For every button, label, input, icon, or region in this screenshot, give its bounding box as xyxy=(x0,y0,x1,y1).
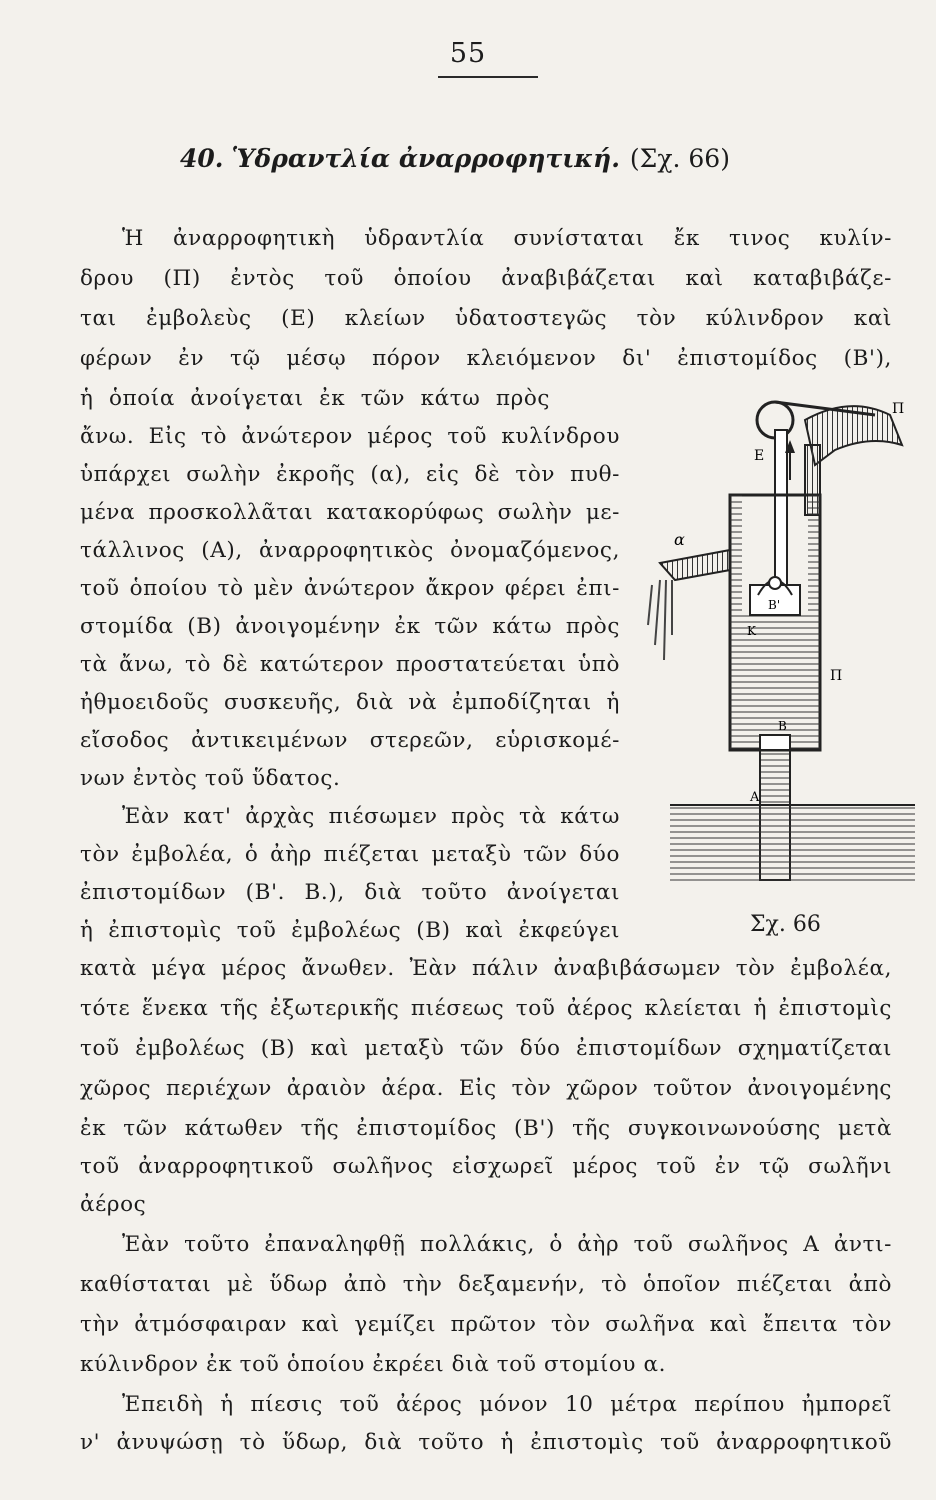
text-line: τότε ἕνεκα τῆς ἐξωτερικῆς πιέσεως τοῦ ἀέρος κλείεται ἡ ἐπιστομὶς xyxy=(80,996,892,1021)
text-line: τοῦ ὁποίου τὸ μὲν ἀνώτερον ἄκρον φέρει ἐπι- xyxy=(80,576,620,601)
text-line: νων ἐντὸς τοῦ ὕδατος. xyxy=(80,766,341,791)
label-upper-valve: Β' xyxy=(768,598,781,612)
text-line: ἀέρος xyxy=(80,1192,147,1217)
label-handle: Π xyxy=(892,401,905,417)
page-number: 55 xyxy=(449,38,487,69)
label-lower-valve: Β xyxy=(778,719,787,733)
text-line: Ἐὰν κατ' ἀρχὰς πιέσωμεν πρὸς τὰ κάτω xyxy=(122,804,620,829)
text-line: τὴν ἀτμόσφαιραν καὶ γεμίζει πρῶτον τὸν σωλῆνα καὶ ἔπειτα τὸν xyxy=(80,1312,892,1337)
text-line: ἠθμοειδοῦς συσκευῆς, διὰ νὰ ἐμποδίζηται ἡ xyxy=(80,690,620,715)
text-line: φέρων ἐν τῷ μέσῳ πόρον κλειόμενον δι' ἐπιστομίδος (Β'), xyxy=(80,346,892,371)
page-number-rule xyxy=(438,76,538,78)
section-title: Ὑδραντλία ἀναρροφητική. xyxy=(231,144,620,173)
text-line: ἡ ἐπιστομὶς τοῦ ἐμβολέως (Β) καὶ ἐκφεύγει xyxy=(80,918,620,943)
text-line: τοῦ ἀναρροφητικοῦ σωλῆνος εἰσχωρεῖ μέρος τοῦ ἐν τῷ σωλῆνι xyxy=(80,1154,892,1179)
text-line: χῶρος περιέχων ἀραιὸν ἀέρα. Εἰς τὸν χῶρον τοῦτον ἀνοιγομένης xyxy=(80,1076,892,1101)
label-plunger: Κ xyxy=(747,624,756,638)
lower-valve xyxy=(760,735,790,750)
pump-figure xyxy=(630,385,920,905)
section-heading xyxy=(180,144,730,173)
figure-caption: Σχ. 66 xyxy=(750,912,821,937)
label-spout: α xyxy=(674,530,685,549)
label-piston: Ε xyxy=(754,448,765,464)
piston-rod xyxy=(775,430,787,590)
section-number: 40. xyxy=(180,144,224,173)
label-pipe: Α xyxy=(750,790,760,805)
text-line: τοῦ ἐμβολέως (Β) καὶ μεταξὺ τῶν δύο ἐπιστομίδων σχηματίζεται xyxy=(80,1036,892,1061)
section-figure-ref: (Σχ. 66) xyxy=(629,144,730,173)
text-line: δρου (Π) ἐντὸς τοῦ ὁποίου ἀναβιβάζεται καὶ καταβιβάζε- xyxy=(80,266,892,291)
text-line: Ἡ ἀναρροφητικὴ ὑδραντλία συνίσταται ἔκ τινος κυλίν- xyxy=(122,226,892,251)
text-line: ὑπάρχει σωλὴν ἐκροῆς (α), εἰς δὲ τὸν πυθ- xyxy=(80,462,620,487)
text-line: εἴσοδος ἀντικειμένων στερεῶν, εὑρισκομέ- xyxy=(80,728,620,753)
text-line: στομίδα (Β) ἀνοιγομένην ἐκ τῶν κάτω πρὸς xyxy=(80,614,620,639)
text-line: τὸν ἐμβολέα, ὁ ἀὴρ πιέζεται μεταξὺ τῶν δύο xyxy=(80,842,620,867)
text-line: τὰ ἄνω, τὸ δὲ κατώτερον προστατεύεται ὑπὸ xyxy=(80,652,620,677)
text-line: ν' ἀνυψώσῃ τὸ ὕδωρ, διὰ τοῦτο ἡ ἐπιστομὶς τοῦ ἀναρροφητικοῦ xyxy=(80,1430,892,1455)
water-stream xyxy=(648,580,672,660)
reservoir-water xyxy=(670,805,915,885)
text-line: ται ἐμβολεὺς (Ε) κλείων ὑδατοστεγῶς τὸν κύλινδρον καὶ xyxy=(80,306,892,331)
text-line: ἐπιστομίδων (Β'. Β.), διὰ τοῦτο ἀνοίγεται xyxy=(80,880,620,905)
pump-diagram xyxy=(630,385,920,905)
text-line: ἡ ὁποία ἀνοίγεται ἐκ τῶν κάτω πρὸς xyxy=(80,386,550,411)
text-line: μένα προσκολλᾶται κατακορύφως σωλὴν με- xyxy=(80,500,620,525)
text-line: κύλινδρον ἐκ τοῦ ὁποίου ἐκρέει διὰ τοῦ στομίου α. xyxy=(80,1352,667,1377)
text-line: τάλλινος (Α), ἀναρροφητικὸς ὀνομαζόμενος, xyxy=(80,538,620,563)
spout xyxy=(660,550,730,580)
text-line: καθίσταται μὲ ὕδωρ ἀπὸ τὴν δεξαμενήν, τὸ ὁποῖον πιέζεται ἀπὸ xyxy=(80,1272,892,1297)
text-line: ἐκ τῶν κάτωθεν τῆς ἐπιστομίδος (Β') τῆς συγκοινωνούσης μετὰ xyxy=(80,1116,892,1141)
label-cylinder: Π xyxy=(830,668,843,684)
text-line: Ἐπειδὴ ἡ πίεσις τοῦ ἀέρος μόνον 10 μέτρα περίπου ἠμπορεῖ xyxy=(122,1392,892,1417)
text-line: κατὰ μέγα μέρος ἄνωθεν. Ἐὰν πάλιν ἀναβιβάσωμεν τὸν ἐμβολέα, xyxy=(80,956,892,981)
text-line: Ἐὰν τοῦτο ἐπαναληφθῇ πολλάκις, ὁ ἀὴρ τοῦ σωλῆνος Α ἀντι- xyxy=(122,1232,892,1257)
text-line: ἄνω. Εἰς τὸ ἀνώτερον μέρος τοῦ κυλίνδρου xyxy=(80,424,620,449)
